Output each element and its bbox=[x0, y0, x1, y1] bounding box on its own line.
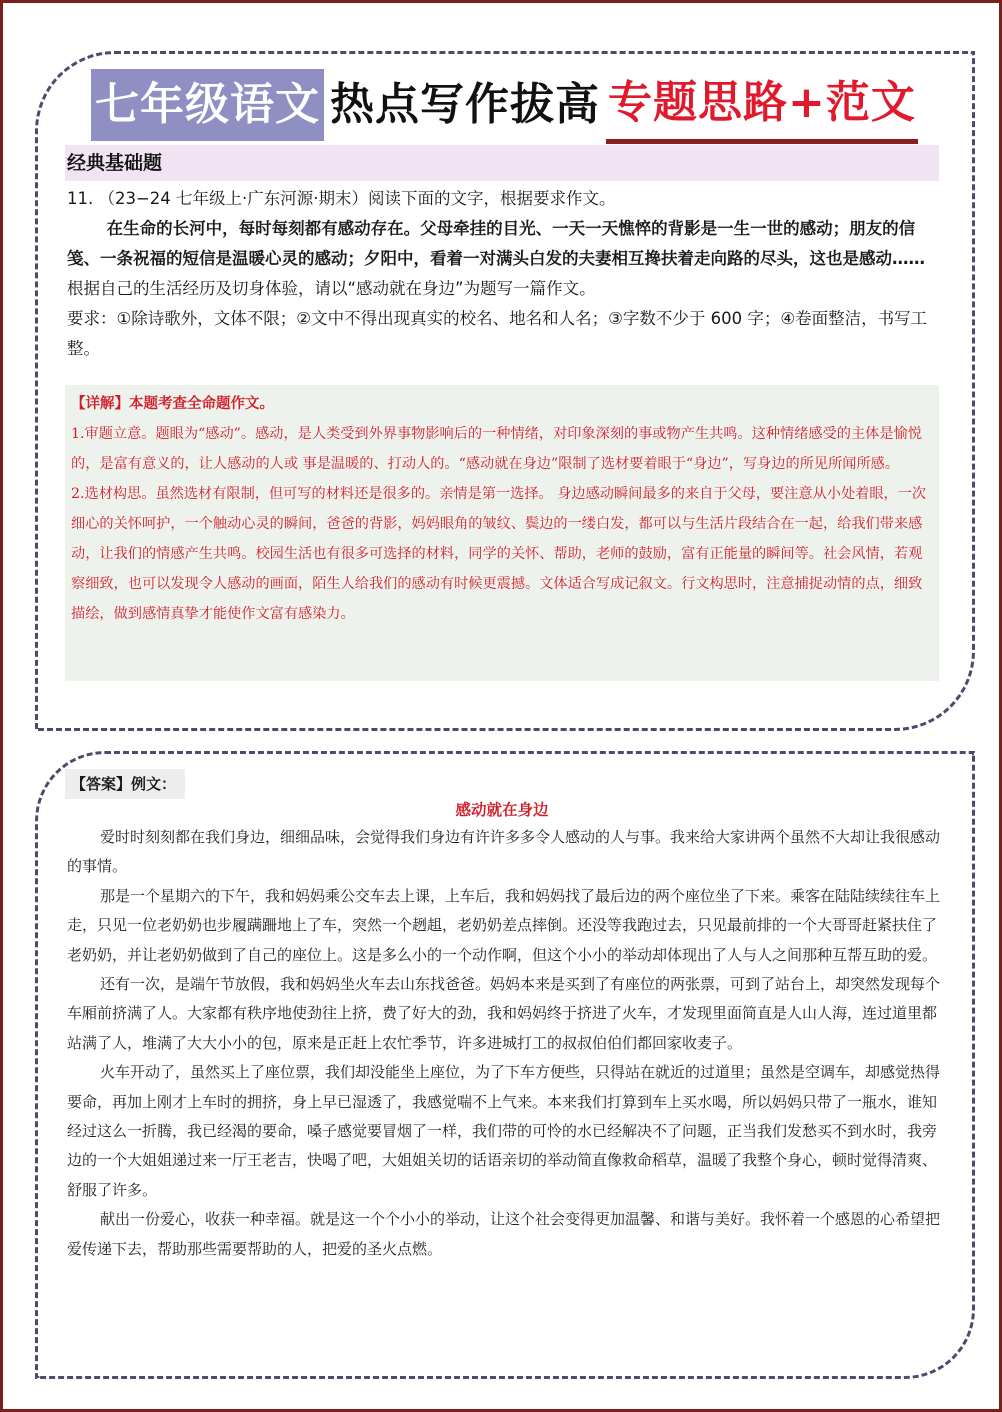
essay-paragraph: 爱时时刻刻都在我们身边，细细品味，会觉得我们身边有许许多多令人感动的人与事。我来给大家讲两个虽然不大却让我很感动的事情。 bbox=[67, 828, 941, 876]
explanation-box bbox=[65, 385, 939, 681]
title-highlight: 专题思路+范文 bbox=[606, 67, 918, 144]
question-number-line: 11. （23−24 七年级上·广东河源·期末）阅读下面的文字，根据要求作文。 bbox=[67, 189, 616, 208]
explanation-point-2: 2.选材构思。虽然选材有限制，但可写的材料还是很多的。亲情是第一选择。 身边感动瞬间最多的来自于父母，要注意从小处着眼，一次细心的关怀呵护，一个触动心灵的瞬间，爸爸的背影，妈妈眼角的皱纹、鬓边的一缕白发，都可以与生活片段结合在一起，给我们带来感动，让我们的情感产生共鸣。校园生活也有很多可选择的材料，同学的关怀、帮助，老师的鼓励，富有正能量的瞬间等。社会风情，若观察细致，也可以发现令人感动的画面，陌生人给我们的感动有时候更震撼。文体适合写成记叙文。行文构思时，注意捕捉动情的点，细致描绘，做到感情真挚才能使作文富有感染力。 bbox=[71, 486, 927, 622]
essay-paragraph: 还有一次，是端午节放假，我和妈妈坐火车去山东找爸爸。妈妈本来是买到了有座位的两张票，可到了站台上，却突然发现每个车厢前挤满了人。大家都有秩序地使劲往上挤，费了好大的劲，我和妈妈终于挤进了火车，才发现里面简直是人山人海，连过道里都站满了人，堆满了大大小小的包，原来是正赶上农忙季节，许多进城打工的叔叔伯伯们都回家收麦子。 bbox=[67, 975, 941, 1052]
essay-body bbox=[67, 823, 941, 1264]
answer-label-text: 【答案】例文： bbox=[71, 775, 177, 793]
essay-paragraph: 火车开动了，虽然买上了座位票，我们却没能坐上座位，为了下车方便些，只得站在就近的过道里；虽然是空调车，却感觉热得要命，再加上刚才上车时的拥挤，身上早已湿透了，我感觉喘不上气来。本来我们打算到车上买水喝，所以妈妈只带了一瓶水，谁知经过这么一折腾，我已经渴的要命，嗓子感觉要冒烟了一样，我们带的可怜的水已经解决不了问题，正当我们发愁买不到水时，我旁边的一个大姐姐递过来一厅王老吉，快喝了吧，大姐姐关切的话语亲切的举动简直像救命稻草，温暖了我整个身心，顿时觉得清爽、舒服了许多。 bbox=[67, 1063, 941, 1199]
title-topic: 热点写作拔高 bbox=[330, 79, 600, 130]
question-block bbox=[67, 184, 943, 364]
answer-label bbox=[65, 769, 185, 799]
section-heading-label: 经典基础题 bbox=[67, 152, 163, 174]
question-passage: 在生命的长河中，每时每刻都有感动存在。父母牵挂的目光、一天一天憔悴的背影是一生一世的感动；朋友的信笺、一条祝福的短信是温暖心灵的感动；夕阳中，看着一对满头白发的夫妻相互搀扶着走向路的尽头，这也是感动…… bbox=[67, 219, 925, 268]
question-requirements: 要求：①除诗歌外，文体不限；②文中不得出现真实的校名、地名和人名；③字数不少于 600 字；④卷面整洁，书写工整。 bbox=[67, 309, 928, 358]
explanation-heading: 【详解】本题考查全命题作文。 bbox=[71, 396, 274, 412]
explanation-point-1: 1.审题立意。题眼为“感动”。感动，是人类受到外界事物影响后的一种情绪，对印象深刻的事或物产生共鸣。这种情绪感受的主体是愉悦的，是富有意义的，让人感动的人或 事是温暖的、打动人的。“感动就在身边”限制了选材要着眼于“身边”，写身边的所见所闻所感。 bbox=[71, 426, 922, 472]
question-prompt: 根据自己的生活经历及切身体验，请以“感动就在身边”为题写一篇作文。 bbox=[67, 279, 596, 298]
title-grade-subject: 七年级语文 bbox=[91, 69, 324, 141]
essay-title: 感动就在身边 bbox=[455, 801, 549, 819]
essay-paragraph: 献出一份爱心，收获一种幸福。就是这一个个小小的举动，让这个社会变得更加温馨、和谐与美好。我怀着一个感恩的心希望把爱传递下去，帮助那些需要帮助的人，把爱的圣火点燃。 bbox=[67, 1210, 941, 1258]
essay-paragraph: 那是一个星期六的下午，我和妈妈乘公交车去上课，上车后，我和妈妈找了最后边的两个座位坐了下来。乘客在陆陆续续往车上走，只见一位老奶奶也步履蹒跚地上了车，突然一个趔趄，老奶奶差点摔倒。还没等我跑过去，只见最前排的一个大哥哥赶紧扶住了老奶奶，并让老奶奶做到了自己的座位上。这是多么小的一个动作啊，但这个小小的举动却体现出了人与人之间那种互帮互助的爱。 bbox=[67, 886, 941, 964]
section-heading bbox=[65, 145, 939, 181]
page-title bbox=[91, 69, 918, 141]
